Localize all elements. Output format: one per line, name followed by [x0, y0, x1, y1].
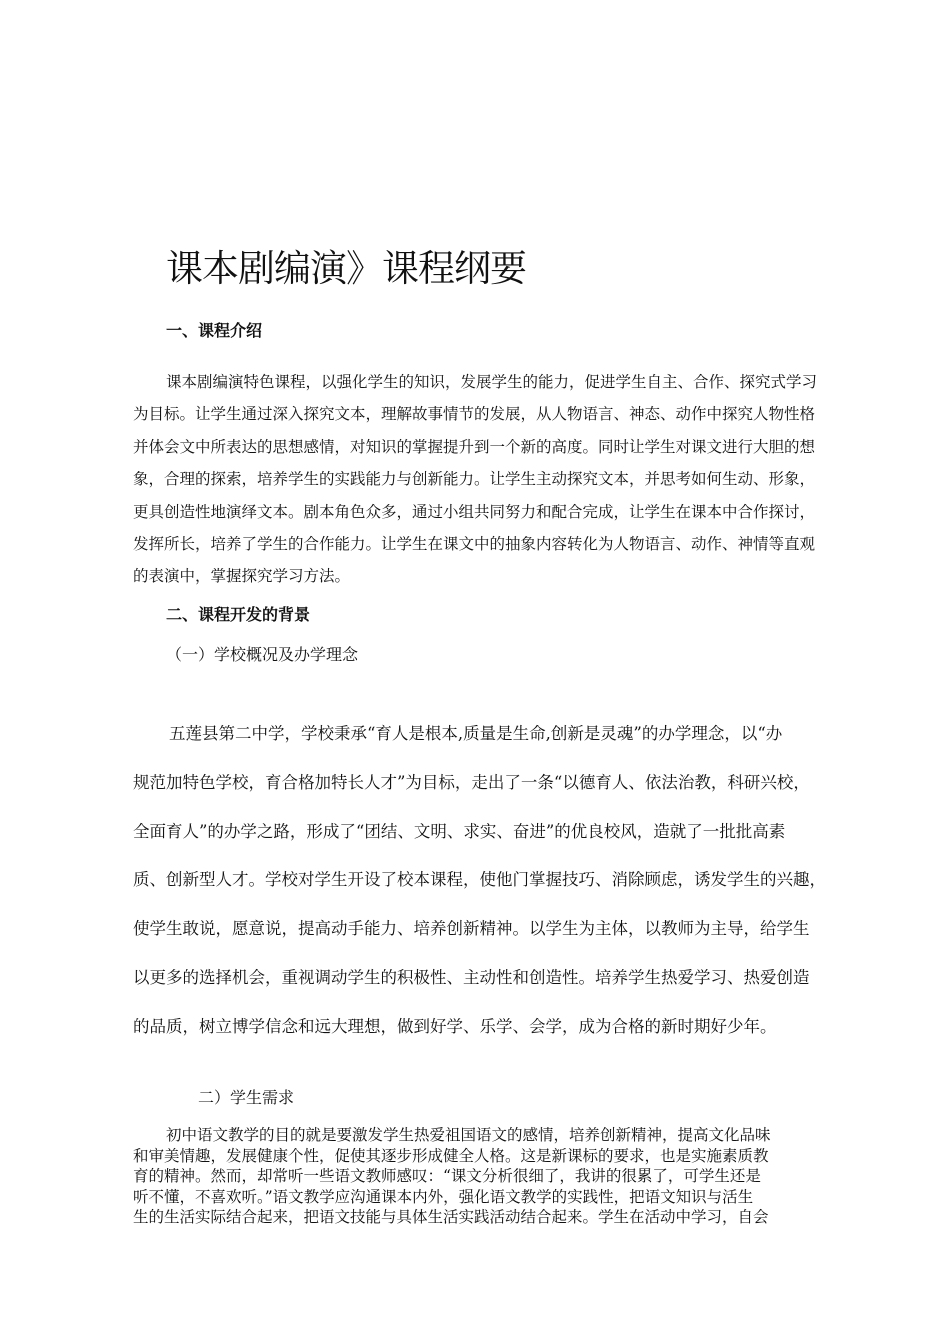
section-heading-background: 二、课程开发的背景	[166, 605, 311, 624]
paragraph-line: 听不懂，不喜欢听。”语文教学应沟通课本内外，强化语文教学的实践性，把语文知识与活生	[133, 1187, 754, 1206]
school-overview-paragraph	[133, 710, 903, 1052]
paragraph-line: 象，合理的探索，培养学生的实践能力与创新能力。让学生主动探究文本，并思考如何生动、形象，	[133, 470, 816, 489]
paragraph-line: 发挥所长，培养了学生的合作能力。让学生在课文中的抽象内容转化为人物语言、动作、神情等直观	[133, 535, 816, 554]
paragraph-line: 以更多的选择机会，重视调动学生的积极性、主动性和创造性。培养学生热爱学习、热爱创造	[133, 967, 810, 987]
paragraph-line: 课本剧编演特色课程，以强化学生的知识，发展学生的能力，促进学生自主、合作、探究式学习	[166, 373, 818, 391]
paragraph-line: 全面育人”的办学之路，形成了“团结、文明、求实、奋进”的优良校风，造就了一批批高素	[133, 821, 786, 841]
paragraph-line: 质、创新型人才。学校对学生开设了校本课程，使他门掌握技巧、消除顾虑，诱发学生的兴趣，	[133, 870, 826, 890]
paragraph-line: 并体会文中所表达的思想感情，对知识的掌握提升到一个新的高度。同时让学生对课文进行大胆的想	[133, 437, 816, 456]
paragraph-line: 更具创造性地演绎文本。剧本角色众多，通过小组共同努力和配合完成，让学生在课本中合作探讨，	[133, 502, 816, 521]
paragraph-line: 使学生敢说，愿意说，提高动手能力、培养创新精神。以学生为主体，以教师为主导，给学生	[133, 919, 810, 939]
paragraph-line: 和审美情趣，发展健康个性，促使其逐步形成健全人格。这是新课标的要求，也是实施素质教	[133, 1146, 769, 1165]
paragraph-line: 的表演中，掌握探究学习方法。	[133, 567, 351, 586]
course-intro-paragraph	[133, 366, 903, 593]
paragraph-line: 规范加特色学校，育合格加特长人才”为目标，走出了一条“以德育人、依法治教，科研兴校，	[133, 772, 810, 792]
section-heading-course-intro: 一、课程介绍	[166, 321, 263, 340]
paragraph-line: 为目标。让学生通过深入探究文本，理解故事情节的发展，从人物语言、神态、动作中探究人物性格	[133, 405, 816, 424]
paragraph-line: 生的生活实际结合起来，把语文技能与具体生活实践活动结合起来。学生在活动中学习，自会	[133, 1208, 769, 1226]
student-needs-paragraph	[133, 1125, 903, 1228]
paragraph-line: 的品质，树立博学信念和远大理想，做到好学、乐学、会学，成为合格的新时期好少年。	[133, 1016, 777, 1036]
paragraph-line: 五莲县第二中学，学校秉承“育人是根本,质量是生命,创新是灵魂”的办学理念，以“办	[169, 724, 783, 743]
paragraph-line: 初中语文教学的目的就是要激发学生热爱祖国语文的感情，培养创新精神，提高文化品味	[166, 1126, 771, 1144]
subsection-heading-student-needs: 二）学生需求	[198, 1088, 295, 1107]
document-title: 课本剧编演》课程纲要	[166, 247, 526, 290]
paragraph-line: 育的精神。然而，却常听一些语文教师感叹：“课文分析很细了，我讲的很累了，可学生还是	[133, 1167, 761, 1185]
subsection-heading-school-overview: （一）学校概况及办学理念	[166, 645, 359, 664]
